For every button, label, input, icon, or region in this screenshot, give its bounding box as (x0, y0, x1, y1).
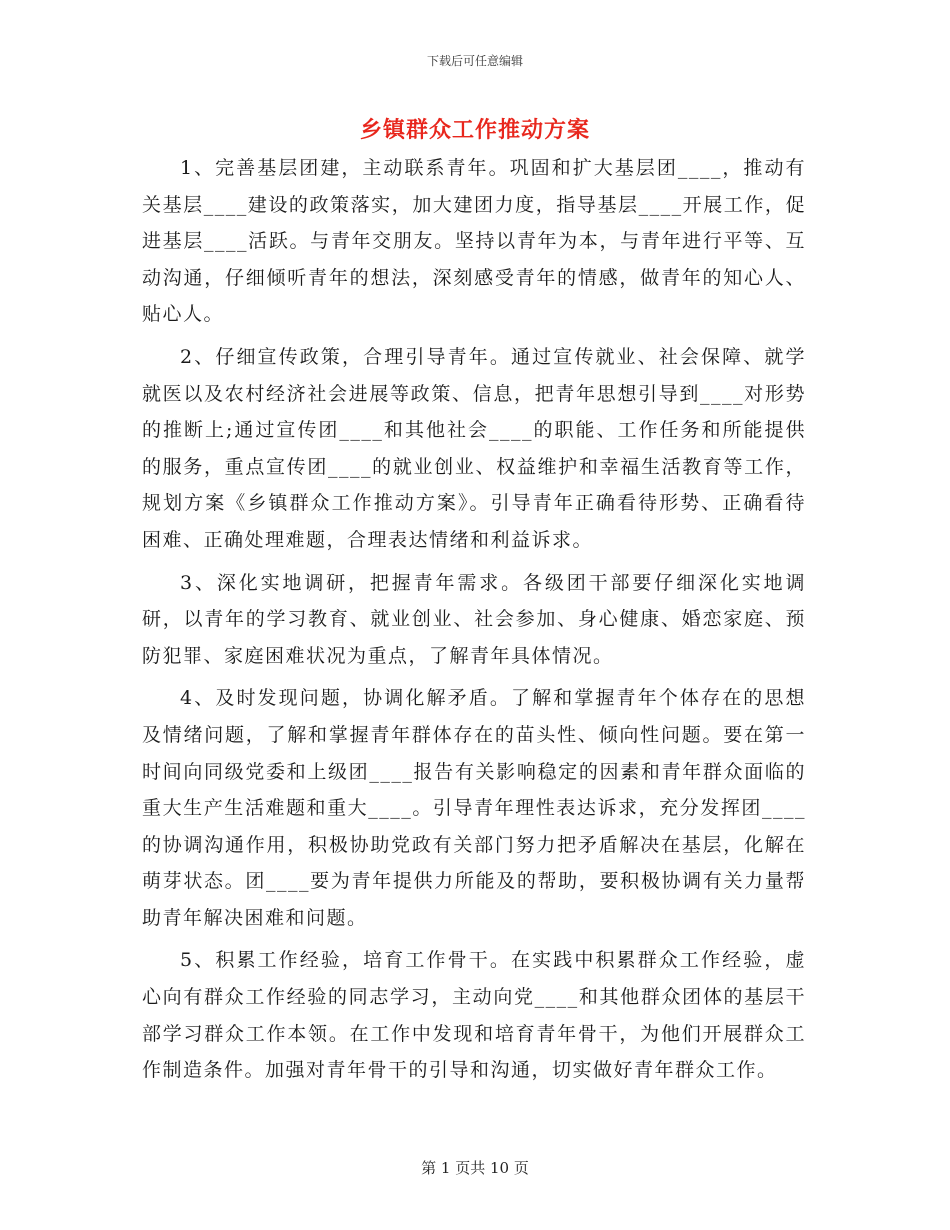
paragraph-2: 2、仔细宣传政策，合理引导青年。通过宣传就业、社会保障、就学就医以及农村经济社会进展等政策、信息，把青年思想引导到____对形势的推断上;通过宣传团____和其他社会____的职能、工作任务和所能提供的服务，重点宣传团____的就业创业、权益维护和幸福生活教育等工作，规划方案《乡镇群众工作推动方案》。引导青年正确看待形势、正确看待困难、正确处理难题，合理表达情绪和利益诉求。 (142, 345, 806, 551)
header-note: 下载后可任意编辑 (426, 54, 523, 68)
paragraph-3: 3、深化实地调研，把握青年需求。各级团干部要仔细深化实地调研，以青年的学习教育、就业创业、社会参加、身心健康、婚恋家庭、预防犯罪、家庭困难状况为重点，了解青年具体情况。 (142, 571, 806, 667)
paragraph-1: 1、完善基层团建，主动联系青年。巩固和扩大基层团____，推动有关基层____建设的政策落实，加大建团力度，指导基层____开展工作，促进基层____活跃。与青年交朋友。坚持以青年为本，与青年进行平等、互动沟通，仔细倾听青年的想法，深刻感受青年的情感，做青年的知心人、贴心人。 (142, 157, 806, 326)
paragraph-5: 5、积累工作经验，培育工作骨干。在实践中积累群众工作经验，虚心向有群众工作经验的同志学习，主动向党____和其他群众团体的基层干部学习群众工作本领。在工作中发现和培育青年骨干，为他们开展群众工作制造条件。加强对青年骨干的引导和沟通，切实做好青年群众工作。 (142, 949, 806, 1082)
page-footer: 第 1 页共 10 页 (421, 1159, 529, 1177)
document-body (142, 150, 806, 1095)
paragraph-4: 4、及时发现问题，协调化解矛盾。了解和掌握青年个体存在的思想及情绪问题，了解和掌握青年群体存在的苗头性、倾向性问题。要在第一时间向同级党委和上级团____报告有关影响稳定的因素和青年群众面临的重大生产生活难题和重大____。引导青年理性表达诉求，充分发挥团____的协调沟通作用，积极协助党政有关部门努力把矛盾解决在基层，化解在萌芽状态。团____要为青年提供力所能及的帮助，要积极协调有关力量帮助青年解决困难和问题。 (142, 687, 806, 929)
document-title: 乡镇群众工作推动方案 (359, 117, 590, 143)
